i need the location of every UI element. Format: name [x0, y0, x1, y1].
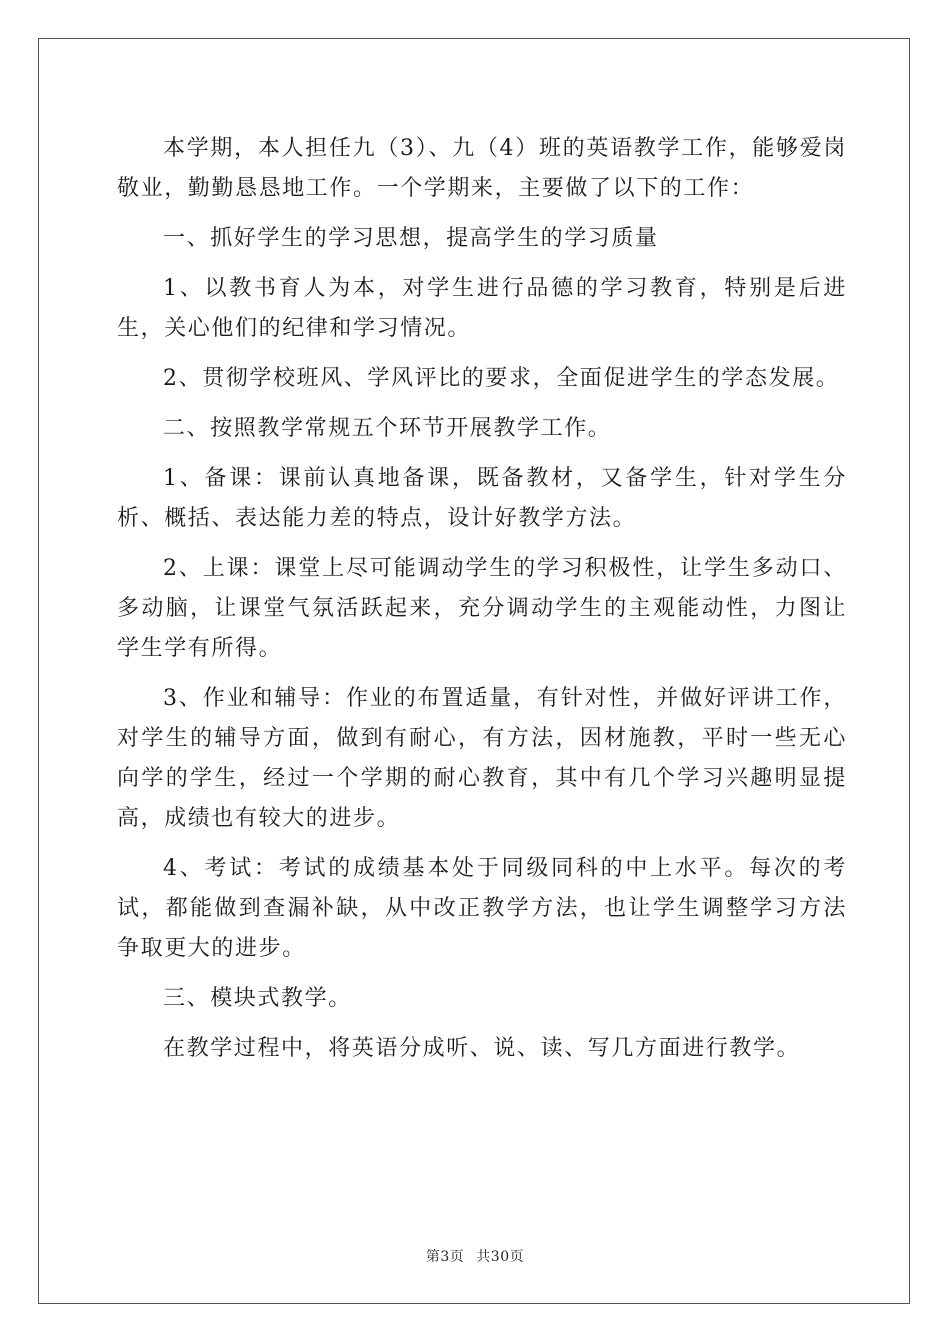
heading-section-3: 三、模块式教学。: [163, 986, 352, 1011]
page-number-total: 共30页: [476, 1249, 525, 1265]
paragraph-2-2: 2、上课：课堂上尽可能调动学生的学习积极性，让学生多动口、多动脑，让课堂气氛活跃起来，充分调动学生的主观能动性，力图让学生学有所得。: [117, 556, 847, 661]
document-body: [117, 129, 847, 1069]
paragraph-1-1: 1、以教书育人为本，对学生进行品德的学习教育，特别是后进生，关心他们的纪律和学习情况。: [117, 276, 847, 341]
page-number-current: 第3页: [425, 1249, 465, 1265]
paragraph-2-1: 1、备课：课前认真地备课，既备教材，又备学生，针对学生分析、概括、表达能力差的特点，设计好教学方法。: [117, 466, 847, 531]
paragraph-intro: 本学期，本人担任九（3）、九（4）班的英语教学工作，能够爱岗敬业，勤勤恳恳地工作。一个学期来，主要做了以下的工作：: [117, 136, 847, 201]
heading-section-1: 一、抓好学生的学习思想，提高学生的学习质量: [163, 226, 659, 251]
paragraph-1-2: 2、贯彻学校班风、学风评比的要求，全面促进学生的学态发展。: [163, 366, 840, 391]
paragraph-3-1: 在教学过程中，将英语分成听、说、读、写几方面进行教学。: [163, 1036, 801, 1061]
heading-section-2: 二、按照教学常规五个环节开展教学工作。: [163, 416, 612, 441]
page-footer: [0, 1246, 950, 1266]
paragraph-2-4: 4、考试：考试的成绩基本处于同级同科的中上水平。每次的考试，都能做到查漏补缺，从中改正教学方法，也让学生调整学习方法争取更大的进步。: [117, 856, 847, 961]
paragraph-2-3: 3、作业和辅导：作业的布置适量，有针对性，并做好评讲工作，对学生的辅导方面，做到有耐心，有方法，因材施教，平时一些无心向学的学生，经过一个学期的耐心教育，其中有几个学习兴趣明显提高，成绩也有较大的进步。: [117, 686, 847, 831]
